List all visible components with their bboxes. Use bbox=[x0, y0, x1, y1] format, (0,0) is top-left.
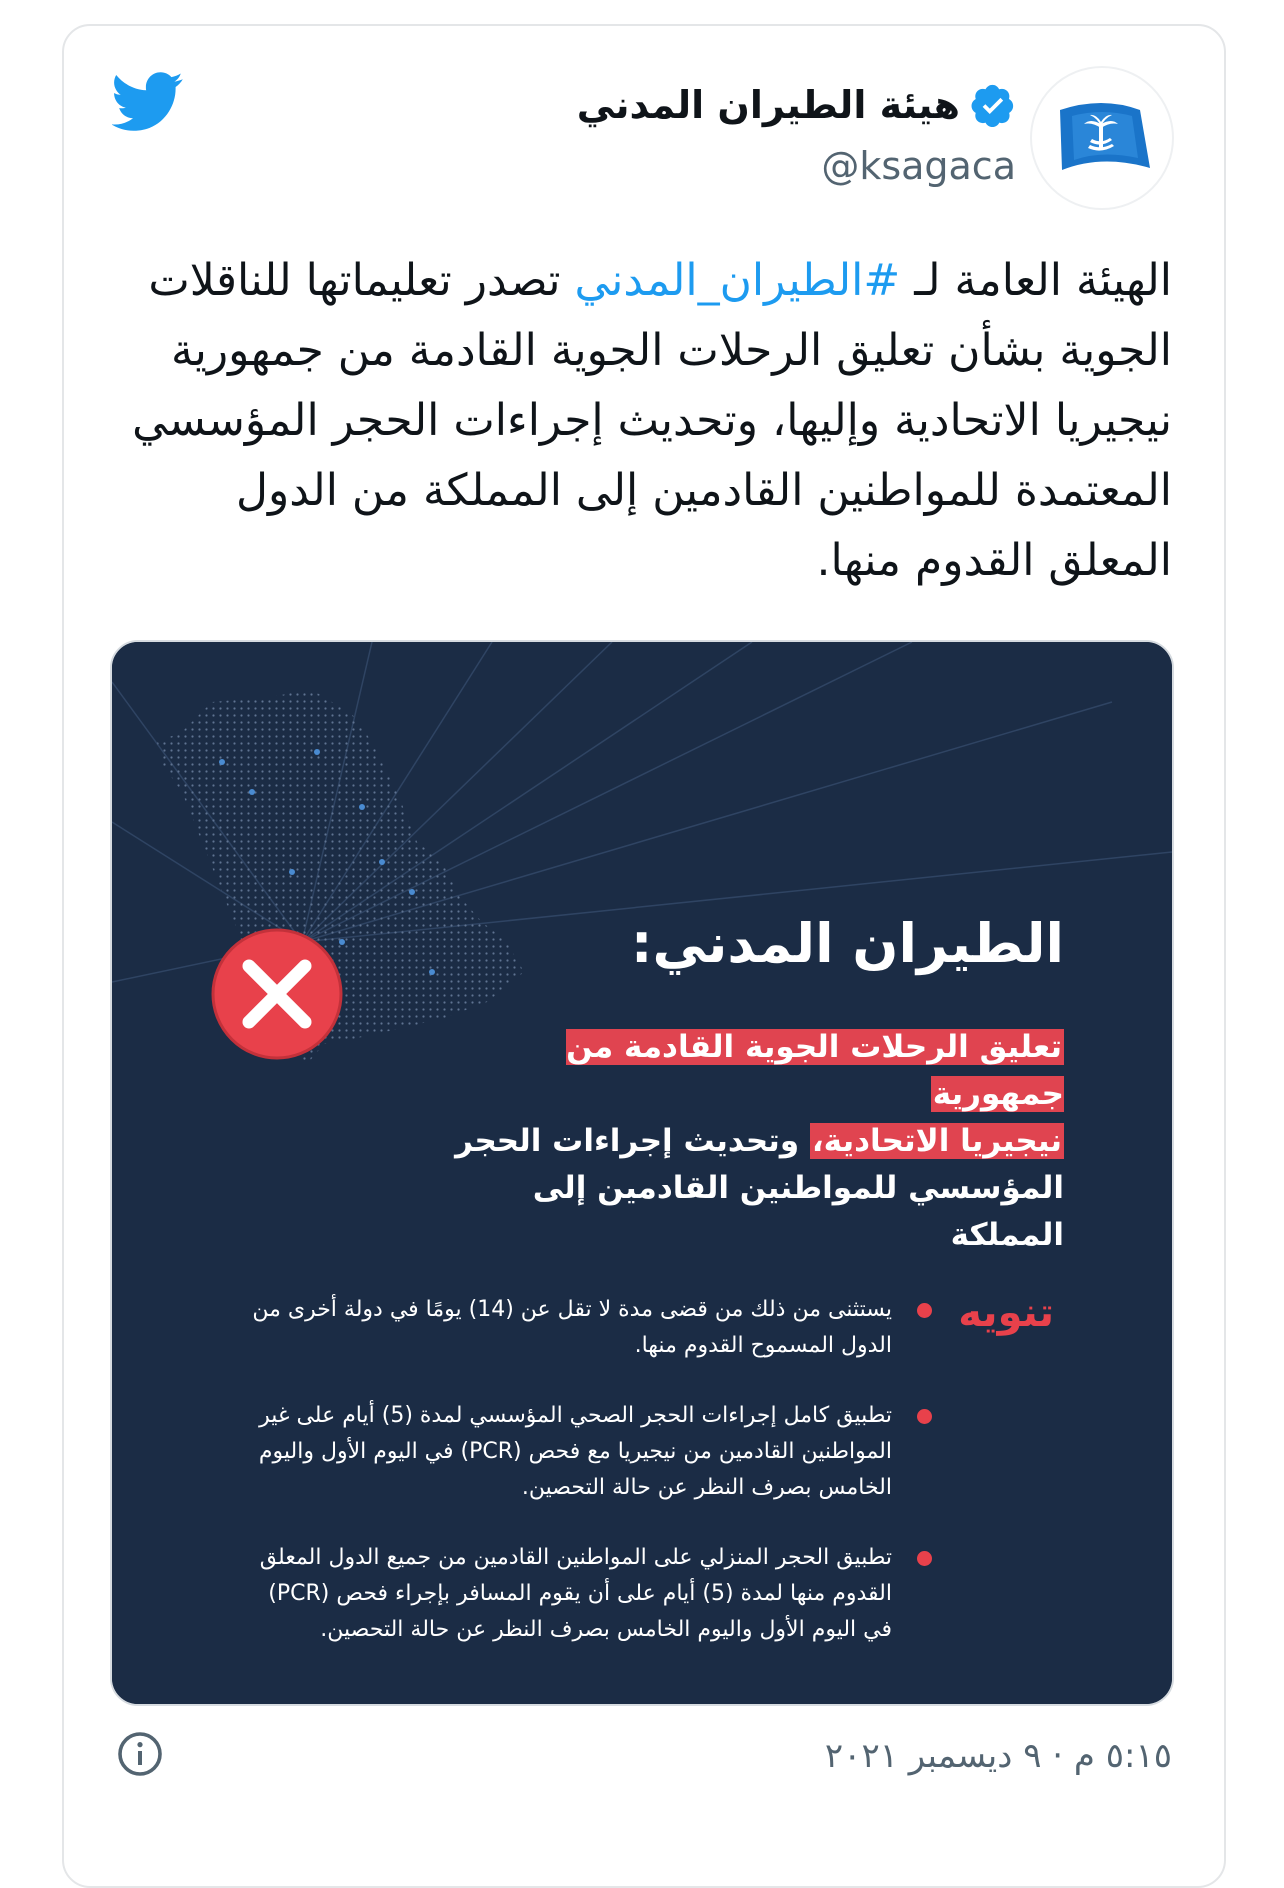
bullet-dot bbox=[917, 1303, 932, 1318]
notice-bullet-item bbox=[242, 1540, 932, 1648]
author-name[interactable]: هيئة الطيران المدني bbox=[576, 83, 960, 127]
hashtag-link[interactable]: #الطيران_المدني bbox=[574, 255, 901, 306]
tweet-media-image[interactable] bbox=[110, 640, 1174, 1706]
tweet-text bbox=[112, 246, 1172, 596]
author-avatar[interactable] bbox=[1030, 66, 1174, 210]
author-handle[interactable]: @ksagaca bbox=[821, 144, 1016, 188]
author-name-row bbox=[577, 82, 1016, 128]
notice-label: تنويه bbox=[958, 1290, 1054, 1336]
tweet-text-suffix: تصدر تعليماتها للناقلات الجوية بشأن تعليق الرحلات الجوية القادمة من جمهورية نيجيريا الاتحادية وإليها، وتحديث إجراءات الحجر المؤسسي المعتمدة للمواطنين القادمين إلى المملكة من الدول المعلق القدوم منها. bbox=[132, 255, 1172, 586]
bullet-text: تطبيق كامل إجراءات الحجر الصحي المؤسسي لمدة (5) أيام على غير المواطنين القادمين من نيجيريا مع فحص (PCR) في اليوم الأول واليوم الخامس بصرف النظر عن حالة التحصين. bbox=[258, 1403, 892, 1500]
media-headline bbox=[424, 1024, 1064, 1259]
headline-line-1: تعليق الرحلات الجوية القادمة من جمهورية bbox=[566, 1029, 1064, 1112]
bullet-dot bbox=[917, 1551, 932, 1566]
notice-bullets bbox=[242, 1292, 932, 1682]
tweet-timestamp[interactable]: ٥:١٥ م · ٩ ديسمبر ٢٠٢١ bbox=[824, 1736, 1172, 1776]
bullet-text: تطبيق الحجر المنزلي على المواطنين القادمين من جميع الدول المعلق القدوم منها لمدة (5) أيام على أن يقوم المسافر بإجراء فحص (PCR) في اليوم الأول واليوم الخامس بصرف النظر عن حالة التحصين. bbox=[259, 1545, 892, 1642]
notice-bullet-item bbox=[242, 1398, 932, 1506]
close-x-icon bbox=[213, 930, 341, 1058]
verified-badge-icon bbox=[970, 82, 1016, 128]
twitter-bird-icon[interactable] bbox=[112, 72, 184, 132]
bullet-dot bbox=[917, 1409, 932, 1424]
headline-line-2-rest: وتحديث إجراءات الحجر bbox=[455, 1123, 810, 1159]
headline-line-3: المؤسسي للمواطنين القادمين إلى المملكة bbox=[532, 1170, 1064, 1253]
notice-bullet-item bbox=[242, 1292, 932, 1364]
headline-line-2-highlight: نيجيريا الاتحادية، bbox=[811, 1123, 1062, 1159]
tweet-text-prefix: الهيئة العامة لـ bbox=[900, 255, 1172, 306]
bullet-text: يستثنى من ذلك من قضى مدة لا تقل عن (14) يومًا في دولة أخرى من الدول المسموح القدوم منها. bbox=[252, 1297, 892, 1358]
gaca-logo bbox=[1032, 68, 1172, 208]
info-icon[interactable] bbox=[116, 1730, 164, 1778]
media-title: الطيران المدني: bbox=[630, 912, 1064, 975]
